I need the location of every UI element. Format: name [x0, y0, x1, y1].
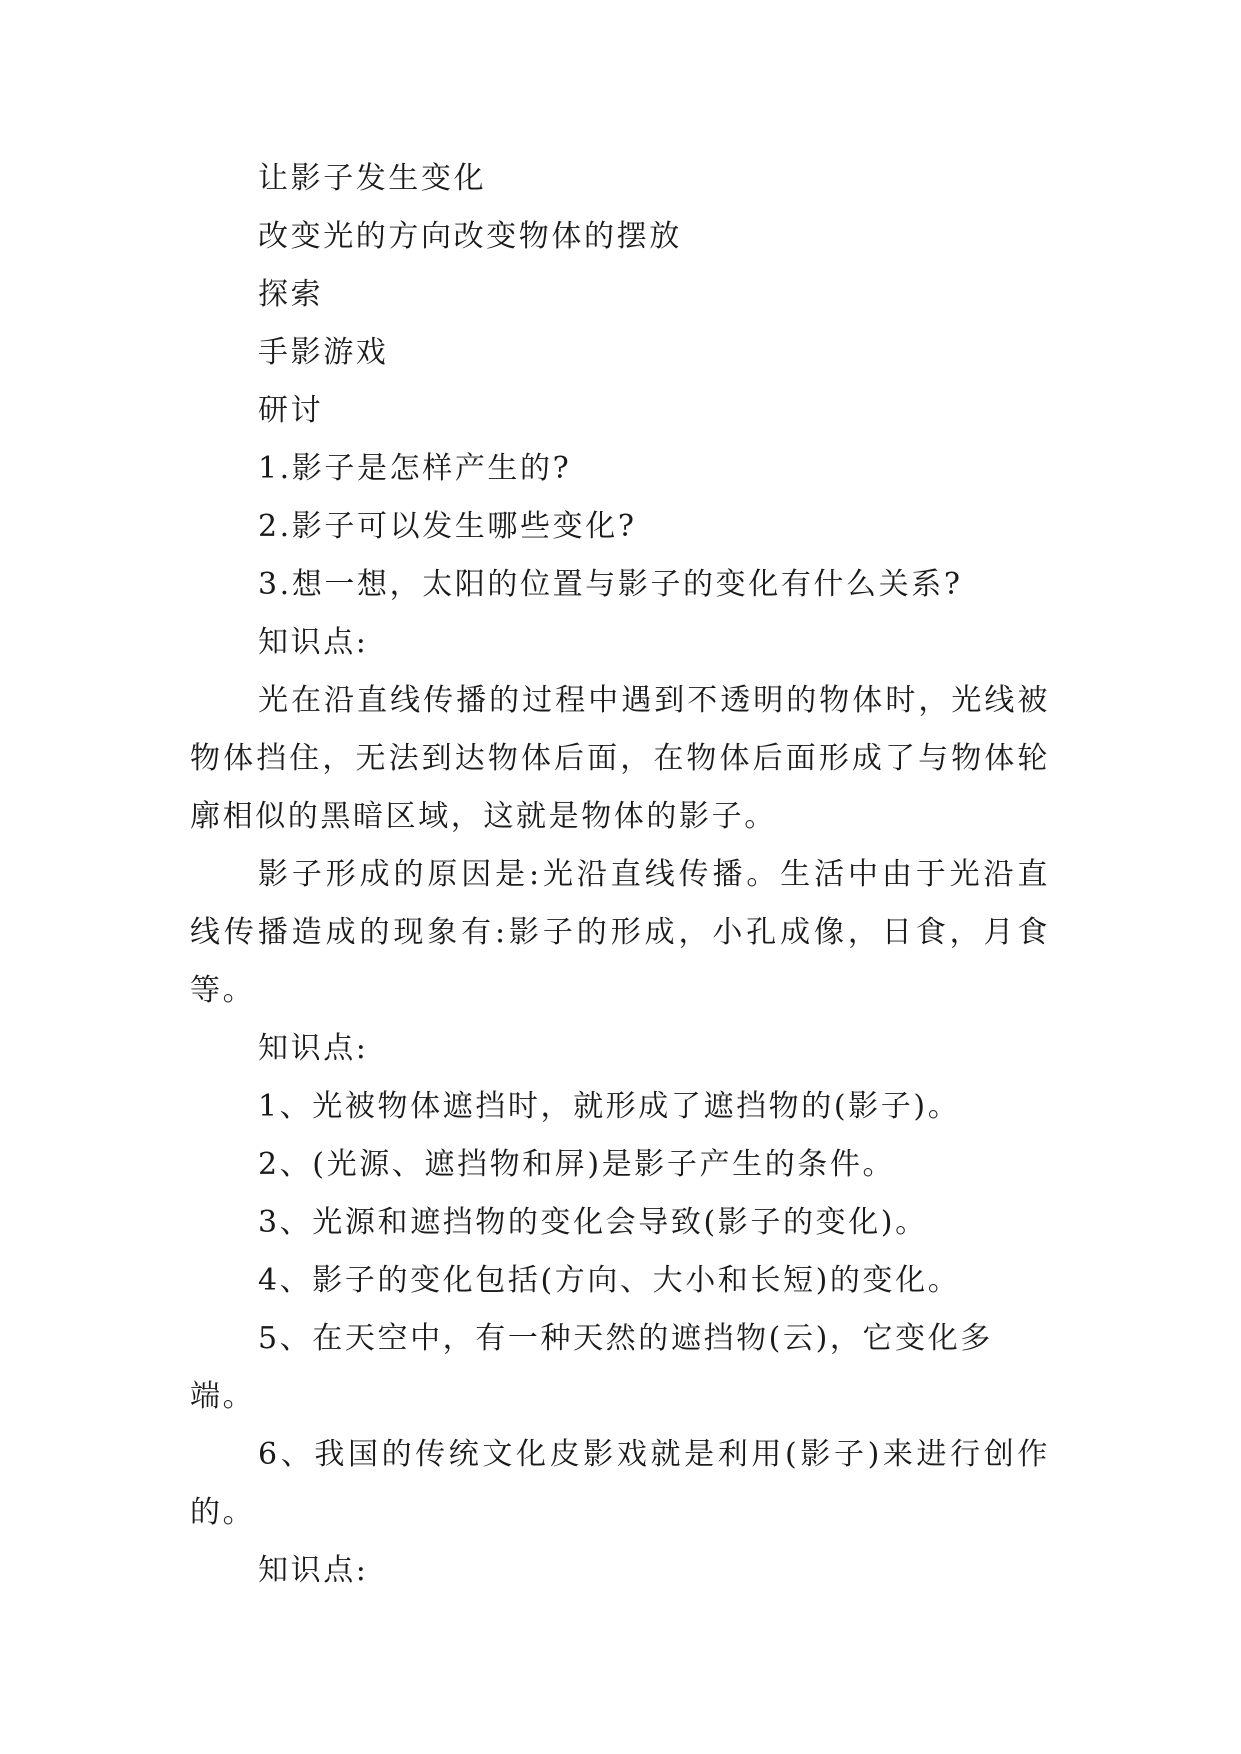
- knowledge-point-5: 5、在天空中，有一种天然的遮挡物(云)，它变化多端。: [190, 1321, 993, 1414]
- knowledge-point-2: 2、(光源、遮挡物和屏)是影子产生的条件。: [258, 1147, 896, 1182]
- paragraph-shadow-definition: 光在沿直线传播的过程中遇到不透明的物体时，光线被物体挡住，无法到达物体后面，在物体后面形成了与物体轮廓相似的黑暗区域，这就是物体的影子。: [190, 683, 1050, 834]
- document-body: [190, 150, 1050, 1600]
- line-title-change-shadow: 让影子发生变化: [258, 161, 487, 196]
- line-change-light-direction: 改变光的方向改变物体的摆放: [258, 219, 682, 254]
- knowledge-point-6: 6、我国的传统文化皮影戏就是利用(影子)来进行创作的。: [190, 1437, 1050, 1530]
- question-3: 3.想一想，太阳的位置与影子的变化有什么关系?: [258, 567, 963, 602]
- knowledge-heading-2: 知识点:: [258, 1031, 369, 1066]
- question-1: 1.影子是怎样产生的?: [258, 451, 572, 486]
- knowledge-heading-1: 知识点:: [258, 625, 369, 660]
- paragraph-shadow-cause: 影子形成的原因是:光沿直线传播。生活中由于光沿直线传播造成的现象有:影子的形成，小孔成像，日食，月食等。: [190, 857, 1050, 1008]
- line-explore: 探索: [258, 277, 324, 312]
- knowledge-point-1: 1、光被物体遮挡时，就形成了遮挡物的(影子)。: [258, 1089, 961, 1124]
- knowledge-point-3: 3、光源和遮挡物的变化会导致(影子的变化)。: [258, 1205, 928, 1240]
- knowledge-heading-3: 知识点:: [258, 1553, 369, 1588]
- line-hand-shadow-game: 手影游戏: [258, 335, 389, 370]
- knowledge-point-4: 4、影子的变化包括(方向、大小和长短)的变化。: [258, 1263, 961, 1298]
- question-2: 2.影子可以发生哪些变化?: [258, 509, 637, 544]
- line-discussion: 研讨: [258, 393, 324, 428]
